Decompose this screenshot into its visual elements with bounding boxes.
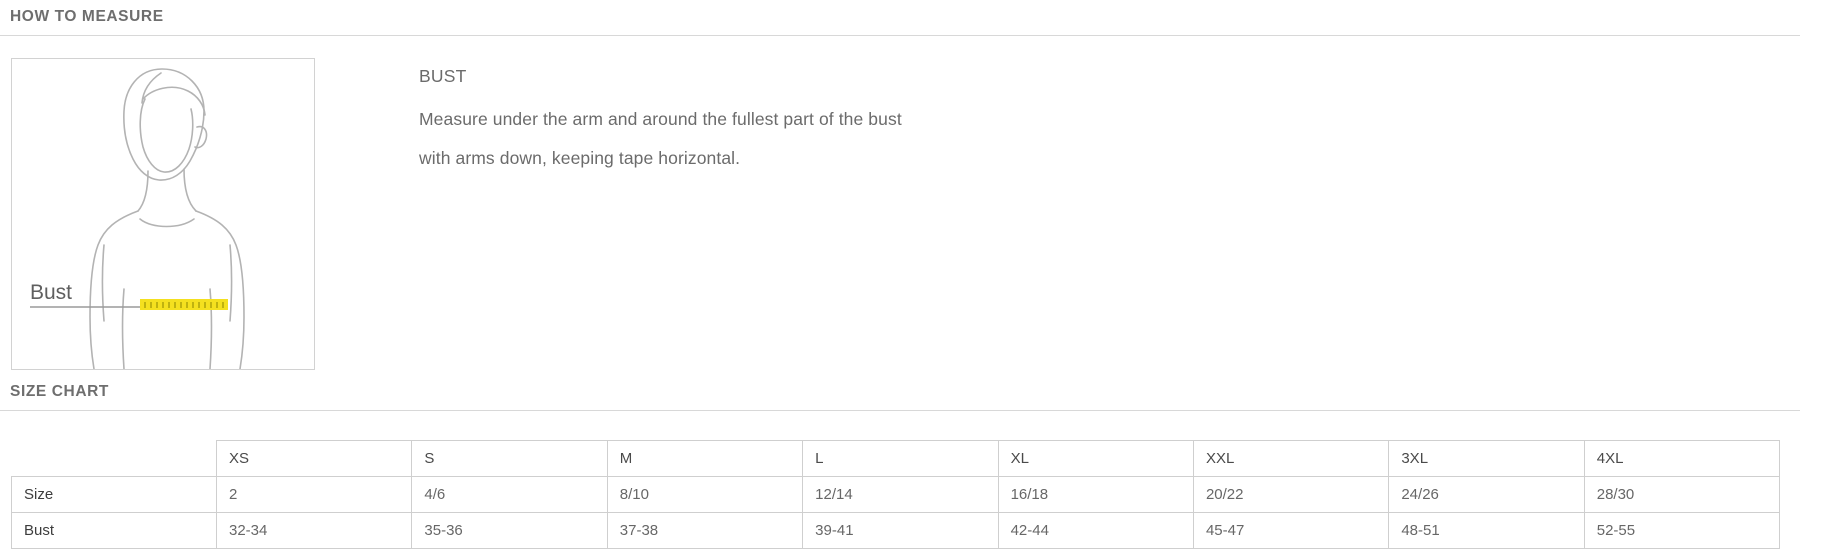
size-value-xs: 2 (217, 477, 412, 513)
bust-value-3xl: 48-51 (1389, 513, 1584, 549)
size-value-m: 8/10 (607, 477, 802, 513)
table-row (12, 477, 1780, 513)
female-torso-bust-icon (12, 59, 314, 369)
bust-label: Bust (30, 281, 73, 304)
measure-instructions (419, 58, 902, 187)
size-value-xxl: 20/22 (1193, 477, 1388, 513)
column-header-xl: XL (998, 441, 1193, 477)
size-value-3xl: 24/26 (1389, 477, 1584, 513)
measure-line-2: with arms down, keeping tape horizontal. (419, 148, 741, 168)
bust-value-4xl: 52-55 (1584, 513, 1779, 549)
column-header-3xl: 3XL (1389, 441, 1584, 477)
bust-value-m: 37-38 (607, 513, 802, 549)
bust-value-xl: 42-44 (998, 513, 1193, 549)
row-label-bust: Bust (12, 513, 217, 549)
bust-value-xs: 32-34 (217, 513, 412, 549)
bust-measurement-illustration (11, 58, 315, 370)
column-header-xxl: XXL (1193, 441, 1388, 477)
size-value-xl: 16/18 (998, 477, 1193, 513)
size-chart-table-wrapper (11, 440, 1791, 549)
size-chart-heading: SIZE CHART (0, 383, 1800, 411)
bust-value-l: 39-41 (803, 513, 998, 549)
size-chart-table (11, 440, 1780, 549)
bust-value-xxl: 45-47 (1193, 513, 1388, 549)
row-label-size: Size (12, 477, 217, 513)
size-value-s: 4/6 (412, 477, 607, 513)
tape-measure-icon (140, 299, 228, 310)
table-corner-cell (12, 441, 217, 477)
how-to-measure-body (0, 58, 1800, 370)
column-header-4xl: 4XL (1584, 441, 1779, 477)
size-value-l: 12/14 (803, 477, 998, 513)
bust-value-s: 35-36 (412, 513, 607, 549)
table-header-row (12, 441, 1780, 477)
how-to-measure-heading: HOW TO MEASURE (0, 8, 1800, 36)
column-header-xs: XS (217, 441, 412, 477)
size-value-4xl: 28/30 (1584, 477, 1779, 513)
table-row (12, 513, 1780, 549)
column-header-s: S (412, 441, 607, 477)
measure-line-1: Measure under the arm and around the fullest part of the bust (419, 109, 902, 129)
measure-title: BUST (419, 66, 467, 86)
column-header-l: L (803, 441, 998, 477)
column-header-m: M (607, 441, 802, 477)
